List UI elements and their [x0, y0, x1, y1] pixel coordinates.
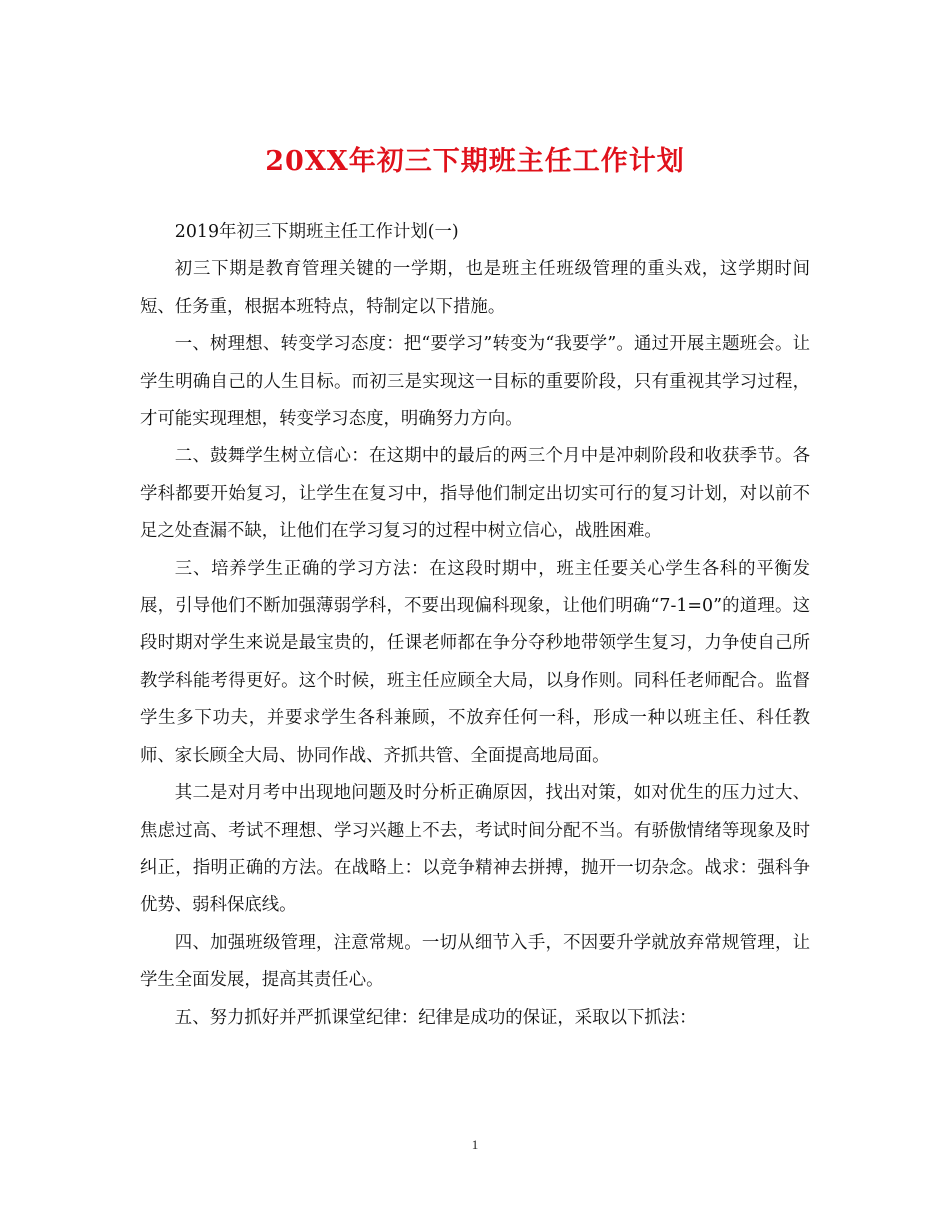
- paragraph-section-1: 一、树理想、转变学习态度：把“要学习”转变为“我要学”。通过开展主题班会。让学生明确自己的人生目标。而初三是实现这一目标的重要阶段，只有重视其学习过程，才可能实现理想，转变学习态度，明确努力方向。: [140, 334, 810, 430]
- paragraph-section-3-cont: 其二是对月考中出现地问题及时分析正确原因，找出对策，如对优生的压力过大、焦虑过高、考试不理想、学习兴趣上不去，考试时间分配不当。有骄傲情绪等现象及时纠正，指明正确的方法。在战略上：以竞争精神去拼搏，抛开一切杂念。战求：强科争优势、弱科保底线。: [140, 783, 810, 916]
- paragraph-subtitle: 2019年初三下期班主任工作计划(一): [174, 222, 459, 242]
- paragraph-section-3: 三、培养学生正确的学习方法：在这段时期中，班主任要关心学生各科的平衡发展，引导他们不断加强薄弱学科，不要出现偏科现象，让他们明确“7-1=0”的道理。这段时期对学生来说是最宝贵的，任课老师都在争分夺秒地带领学生复习，力争使自己所教学科能考得更好。这个时候，班主任应顾全大局，以身作则。同科任老师配合。监督学生多下功夫，并要求学生各科兼顾，不放弃任何一科，形成一种以班主任、科任教师、家长顾全大局、协同作战、齐抓共管、全面提高地局面。: [140, 558, 810, 766]
- paragraph-section-2: 二、鼓舞学生树立信心：在这期中的最后的两三个月中是冲刺阶段和收获季节。各学科都要开始复习，让学生在复习中，指导他们制定出切实可行的复习计划，对以前不足之处查漏不缺，让他们在学习复习的过程中树立信心，战胜困难。: [140, 446, 810, 542]
- paragraph-section-5: 五、努力抓好并严抓课堂纪律：纪律是成功的保证，采取以下抓法：: [174, 1007, 697, 1028]
- page-number: 1: [471, 1137, 479, 1152]
- paragraph-section-4: 四、加强班级管理，注意常规。一切从细节入手，不因要升学就放弃常规管理，让学生全面发展，提高其责任心。: [140, 932, 810, 991]
- document-title: 20XX年初三下期班主任工作计划: [265, 146, 685, 177]
- document-body: [140, 214, 810, 1037]
- paragraph-intro: 初三下期是教育管理关键的一学期，也是班主任班级管理的重头戏，这学期时间短、任务重，根据本班特点，特制定以下措施。: [140, 259, 810, 317]
